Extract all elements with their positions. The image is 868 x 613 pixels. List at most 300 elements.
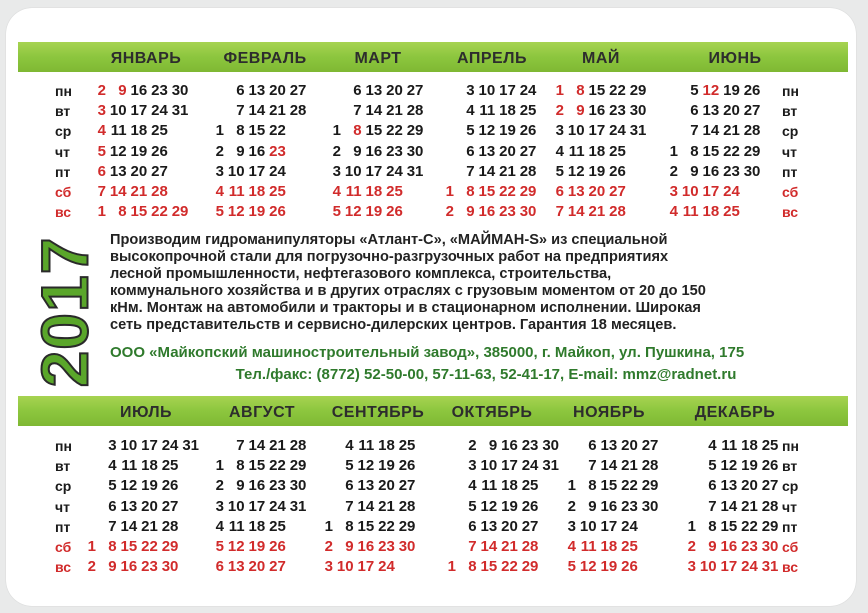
day-cell: 28 <box>609 203 626 221</box>
day-cell: 23 <box>378 538 395 555</box>
day-cell: 28 <box>289 437 307 454</box>
day-cell: 17 <box>248 162 266 180</box>
day-cell: 16 <box>120 558 138 576</box>
day-cell: 10 <box>109 102 127 120</box>
day-cell: 17 <box>141 437 158 454</box>
day-cell: 27 <box>521 517 539 535</box>
weekday-label: вс <box>782 559 799 576</box>
day-cell: 8 <box>108 538 117 555</box>
day-cell: 16 <box>130 82 148 99</box>
day-cell: 5 <box>690 82 699 99</box>
month-name: ИЮЛЬ <box>119 404 173 421</box>
day-cell: 20 <box>130 162 148 180</box>
day-cell: 27 <box>519 142 537 160</box>
day-cell: 13 <box>720 477 738 495</box>
day-cell: 14 <box>478 162 496 180</box>
day-cell: 22 <box>151 203 168 221</box>
day-cell: 17 <box>357 558 375 576</box>
day-cell: 10 <box>480 457 498 475</box>
day-cell: 21 <box>741 497 758 515</box>
day-cell: 24 <box>151 102 168 120</box>
day-cell: 31 <box>182 437 199 454</box>
day-cell: 15 <box>248 457 266 475</box>
day-cell: 24 <box>741 558 758 576</box>
day-cell: 10 <box>579 517 597 535</box>
day-cell: 27 <box>289 82 307 99</box>
day-cell: 19 <box>248 538 266 555</box>
day-cell: 18 <box>365 183 383 200</box>
day-cell: 4 <box>708 437 717 454</box>
day-cell: 9 <box>488 437 498 454</box>
day-cell: 14 <box>248 437 266 454</box>
day-cell: 22 <box>141 538 158 555</box>
month-name: ОКТЯБРЬ <box>451 404 533 421</box>
day-cell: 16 <box>248 142 266 160</box>
day-cell: 15 <box>720 517 738 535</box>
day-cell: 23 <box>609 102 626 120</box>
company-contacts <box>110 342 862 386</box>
day-cell: 14 <box>720 497 738 515</box>
weekday-label: пн <box>55 438 72 454</box>
day-cell: 28 <box>761 497 779 515</box>
day-cell: 23 <box>151 82 168 99</box>
day-cell: 2 <box>468 437 477 454</box>
day-cell: 21 <box>386 102 403 120</box>
day-cell: 19 <box>248 203 266 221</box>
day-cell: 15 <box>702 142 720 160</box>
weekday-label: чт <box>782 498 797 515</box>
day-cell: 7 <box>97 183 106 200</box>
day-cell: 29 <box>161 538 179 555</box>
day-cell: 9 <box>353 142 362 160</box>
day-cell: 14 <box>600 457 618 475</box>
day-cell: 4 <box>345 437 354 454</box>
day-cell: 9 <box>345 538 354 555</box>
day-cell: 4 <box>555 142 564 160</box>
day-cell: 18 <box>600 538 618 555</box>
day-cell: 24 <box>378 558 395 576</box>
day-cell: 25 <box>386 183 403 200</box>
weekday-label: вт <box>782 103 798 120</box>
day-cell: 1 <box>555 82 564 99</box>
day-cell: 8 <box>345 517 354 535</box>
day-cell: 25 <box>519 102 537 120</box>
day-cell: 18 <box>248 517 266 535</box>
day-cell: 22 <box>386 122 403 140</box>
day-cell: 29 <box>406 122 424 140</box>
day-cell: 13 <box>227 558 245 576</box>
day-cell: 7 <box>588 457 597 475</box>
day-cell: 12 <box>109 142 127 160</box>
day-cell: 5 <box>97 142 106 160</box>
day-cell: 10 <box>120 437 138 454</box>
day-cell: 1 <box>567 477 576 495</box>
day-cell: 13 <box>478 142 496 160</box>
day-cell: 22 <box>741 517 758 535</box>
day-cell: 10 <box>567 122 585 140</box>
day-cell: 8 <box>588 477 597 495</box>
day-cell: 31 <box>289 497 307 515</box>
day-cell: 30 <box>398 538 416 555</box>
day-cell: 26 <box>269 538 286 555</box>
day-cell: 9 <box>236 142 245 160</box>
day-cell: 24 <box>519 82 537 99</box>
day-cell: 23 <box>521 437 539 454</box>
company-description <box>110 232 862 334</box>
day-cell: 7 <box>353 102 362 120</box>
day-cell: 3 <box>215 497 224 515</box>
day-cell: 17 <box>248 497 266 515</box>
day-cell: 16 <box>501 437 518 454</box>
weekday-label: ср <box>55 478 72 495</box>
day-cell: 9 <box>690 162 699 180</box>
day-cell: 27 <box>161 497 179 515</box>
day-cell: 28 <box>151 183 168 200</box>
day-cell: 17 <box>588 122 606 140</box>
month-name: ИЮНЬ <box>708 50 762 67</box>
day-cell: 19 <box>499 122 516 140</box>
day-cell: 14 <box>480 538 498 555</box>
day-cell: 11 <box>121 457 138 475</box>
day-cell: 6 <box>466 142 475 160</box>
month-name: АПРЕЛЬ <box>457 50 527 67</box>
day-cell: 30 <box>519 203 537 221</box>
day-cell: 9 <box>576 102 585 120</box>
day-cell: 6 <box>708 477 717 495</box>
day-cell: 17 <box>365 162 383 180</box>
day-cell: 23 <box>141 558 158 576</box>
day-cell: 1 <box>447 558 456 576</box>
day-cell: 23 <box>723 162 740 180</box>
day-cell: 18 <box>501 477 518 495</box>
day-cell: 18 <box>141 457 158 475</box>
day-cell: 20 <box>501 517 518 535</box>
day-cell: 28 <box>519 162 537 180</box>
day-cell: 11 <box>358 437 375 454</box>
day-cell: 21 <box>269 437 286 454</box>
weekday-label: пн <box>782 438 799 454</box>
day-cell: 15 <box>365 122 383 140</box>
day-cell: 7 <box>236 437 245 454</box>
day-cell: 25 <box>621 538 638 555</box>
day-cell: 14 <box>567 203 585 221</box>
day-cell: 18 <box>588 142 606 160</box>
day-cell: 28 <box>289 102 307 120</box>
day-cell: 11 <box>721 437 738 454</box>
day-cell: 24 <box>521 457 539 475</box>
day-cell: 12 <box>120 477 138 495</box>
day-cell: 3 <box>108 437 117 454</box>
day-cell: 26 <box>161 477 179 495</box>
day-cell: 13 <box>109 162 127 180</box>
day-cell: 6 <box>236 82 245 99</box>
day-cell: 10 <box>478 82 496 99</box>
day-cell: 2 <box>567 497 576 515</box>
day-cell: 22 <box>499 183 516 200</box>
day-cell: 6 <box>97 162 106 180</box>
day-cell: 19 <box>141 477 158 495</box>
day-cell: 26 <box>621 558 638 576</box>
month-name: СЕНТЯБРЬ <box>331 404 425 421</box>
day-cell: 27 <box>151 162 168 180</box>
day-cell: 16 <box>600 497 618 515</box>
day-cell: 19 <box>723 82 740 99</box>
day-cell: 8 <box>708 517 717 535</box>
day-cell: 5 <box>468 497 477 515</box>
day-cell: 18 <box>378 437 395 454</box>
day-cell: 30 <box>289 477 307 495</box>
day-cell: 31 <box>171 102 189 120</box>
day-cell: 15 <box>600 477 618 495</box>
day-cell: 9 <box>466 203 475 221</box>
day-cell: 27 <box>761 477 779 495</box>
day-cell: 19 <box>588 162 606 180</box>
weekday-label: ср <box>55 123 72 140</box>
day-cell: 2 <box>687 538 696 555</box>
day-cell: 19 <box>378 457 395 475</box>
day-cell: 22 <box>723 142 740 160</box>
day-cell: 23 <box>741 538 758 555</box>
day-cell: 7 <box>555 203 564 221</box>
day-cell: 28 <box>398 497 416 515</box>
day-cell: 30 <box>171 82 189 99</box>
day-cell: 18 <box>741 437 758 454</box>
day-cell: 11 <box>568 142 585 160</box>
day-cell: 27 <box>398 477 416 495</box>
day-cell: 24 <box>269 497 286 515</box>
day-cell: 22 <box>609 82 626 99</box>
day-cell: 21 <box>499 162 516 180</box>
day-cell: 27 <box>269 558 286 576</box>
month-name: НОЯБРЬ <box>573 404 645 421</box>
day-cell: 2 <box>445 203 454 221</box>
description-line: высокопрочной стали для погрузочно-разгрузочных работ на предприятиях <box>110 249 669 265</box>
company-phone-email: Тел./факс: (8772) 52-50-00, 57-11-63, 52-41-17, E-mail: mmz@radnet.ru <box>235 366 737 383</box>
day-cell: 20 <box>248 558 266 576</box>
day-cell: 12 <box>720 457 738 475</box>
weekday-label: пт <box>55 518 71 535</box>
day-cell: 3 <box>555 122 564 140</box>
day-cell: 30 <box>542 437 559 454</box>
day-cell: 16 <box>478 203 496 221</box>
day-cell: 22 <box>269 457 286 475</box>
day-cell: 6 <box>690 102 699 120</box>
day-cell: 14 <box>120 517 138 535</box>
day-cell: 13 <box>702 102 720 120</box>
day-cell: 4 <box>108 457 117 475</box>
day-cell: 15 <box>130 203 148 221</box>
day-cell: 26 <box>386 203 403 221</box>
day-cell: 16 <box>588 102 606 120</box>
day-cell: 12 <box>344 203 362 221</box>
day-cell: 15 <box>588 82 606 99</box>
day-cell: 14 <box>702 122 720 140</box>
day-cell: 6 <box>555 183 564 200</box>
weekday-label: ср <box>782 123 799 140</box>
day-cell: 29 <box>171 203 189 221</box>
day-cell: 4 <box>669 203 678 221</box>
day-cell: 27 <box>641 437 659 454</box>
day-cell: 21 <box>588 203 606 221</box>
day-cell: 12 <box>478 122 496 140</box>
day-cell: 27 <box>406 82 424 99</box>
day-cell: 9 <box>236 477 245 495</box>
weekday-label: вс <box>55 204 72 221</box>
weekday-label: вт <box>55 103 71 120</box>
day-cell: 12 <box>579 558 597 576</box>
day-cell: 21 <box>141 517 158 535</box>
day-cell: 20 <box>499 142 516 160</box>
day-cell: 16 <box>702 162 720 180</box>
day-cell: 19 <box>600 558 618 576</box>
day-cell: 6 <box>588 437 597 454</box>
day-cell: 7 <box>108 517 117 535</box>
day-cell: 8 <box>576 82 585 99</box>
day-cell: 17 <box>499 82 516 99</box>
day-cell: 1 <box>332 122 341 140</box>
month-name: АВГУСТ <box>228 404 296 421</box>
day-cell: 20 <box>269 82 286 99</box>
day-cell: 25 <box>269 517 286 535</box>
day-cell: 25 <box>761 437 779 454</box>
day-cell: 30 <box>641 497 659 515</box>
month-name: МАРТ <box>354 50 402 67</box>
day-cell: 15 <box>120 538 138 555</box>
day-cell: 12 <box>567 162 585 180</box>
weekday-label: вс <box>782 204 799 221</box>
day-cell: 25 <box>609 142 626 160</box>
day-cell: 23 <box>269 142 286 160</box>
day-cell: 22 <box>501 558 518 576</box>
weekday-label: чт <box>782 143 797 160</box>
day-cell: 22 <box>621 477 638 495</box>
description-line: лесной промышленности, нефтегазового комплекса, строительства, <box>110 266 612 282</box>
day-cell: 12 <box>702 82 720 99</box>
day-cell: 6 <box>353 82 362 99</box>
day-cell: 24 <box>621 517 638 535</box>
day-cell: 16 <box>248 477 266 495</box>
day-cell: 18 <box>130 122 148 140</box>
weekday-label: сб <box>55 539 72 555</box>
company-address: ООО «Майкопский машиностроительный завод», 385000, г. Майкоп, ул. Пушкина, 175 <box>110 344 745 361</box>
day-cell: 1 <box>669 142 678 160</box>
day-cell: 21 <box>130 183 148 200</box>
day-cell: 3 <box>669 183 678 200</box>
day-cell: 2 <box>555 102 564 120</box>
day-cell: 26 <box>609 162 626 180</box>
day-cell: 18 <box>248 183 266 200</box>
day-cell: 9 <box>708 538 717 555</box>
weekday-label: сб <box>55 184 72 200</box>
day-cell: 1 <box>324 517 333 535</box>
weekday-label: вт <box>782 458 798 475</box>
weekday-label: пт <box>782 518 798 535</box>
day-cell: 20 <box>588 183 606 200</box>
day-cell: 6 <box>108 497 117 515</box>
day-cell: 7 <box>466 162 475 180</box>
day-cell: 25 <box>521 477 539 495</box>
day-cell: 5 <box>567 558 576 576</box>
day-cell: 11 <box>481 477 498 495</box>
day-cell: 22 <box>378 517 395 535</box>
day-cell: 30 <box>629 102 647 120</box>
day-cell: 14 <box>109 183 127 200</box>
day-cell: 7 <box>236 102 245 120</box>
day-cell: 15 <box>478 183 496 200</box>
day-cell: 5 <box>215 538 224 555</box>
day-cell: 28 <box>406 102 424 120</box>
day-cell: 8 <box>236 457 245 475</box>
day-cell: 1 <box>445 183 454 200</box>
day-cell: 25 <box>398 437 416 454</box>
weekday-label: чт <box>55 498 70 515</box>
day-cell: 10 <box>681 183 699 200</box>
day-cell: 29 <box>521 558 539 576</box>
day-cell: 1 <box>97 203 106 221</box>
day-cell: 26 <box>151 142 168 160</box>
day-cell: 29 <box>761 517 779 535</box>
day-cell: 10 <box>344 162 362 180</box>
day-cell: 2 <box>87 558 96 576</box>
day-cell: 19 <box>365 203 383 221</box>
month-name: МАЙ <box>582 50 620 67</box>
day-cell: 10 <box>699 558 717 576</box>
day-cell: 20 <box>141 497 158 515</box>
description-line: Производим гидроманипуляторы «Атлант-С», «МАЙМАН-S» из специальной <box>110 232 668 248</box>
day-cell: 26 <box>398 457 416 475</box>
day-cell: 8 <box>236 122 245 140</box>
day-cell: 29 <box>398 517 416 535</box>
day-cell: 5 <box>708 457 717 475</box>
day-cell: 30 <box>743 162 761 180</box>
day-cell: 3 <box>215 162 224 180</box>
day-cell: 1 <box>87 538 96 555</box>
weekday-label: вт <box>55 458 71 475</box>
day-cell: 4 <box>97 122 106 140</box>
day-cell: 27 <box>609 183 626 200</box>
day-cell: 10 <box>336 558 354 576</box>
day-cell: 2 <box>215 142 224 160</box>
day-cell: 7 <box>468 538 477 555</box>
day-cell: 6 <box>215 558 224 576</box>
day-cell: 30 <box>761 538 779 555</box>
day-cell: 29 <box>519 183 537 200</box>
day-cell: 24 <box>609 122 626 140</box>
month-name: ЯНВАРЬ <box>110 50 182 67</box>
day-cell: 12 <box>357 457 375 475</box>
weekday-label: чт <box>55 143 70 160</box>
day-cell: 2 <box>97 82 106 99</box>
day-cell: 7 <box>690 122 699 140</box>
day-cell: 7 <box>345 497 354 515</box>
day-cell: 28 <box>743 122 761 140</box>
day-cell: 13 <box>480 517 498 535</box>
day-cell: 24 <box>161 437 179 454</box>
day-cell: 1 <box>215 457 224 475</box>
day-cell: 30 <box>406 142 424 160</box>
day-cell: 21 <box>621 457 638 475</box>
weekday-label: ср <box>782 478 799 495</box>
day-cell: 3 <box>567 517 576 535</box>
day-cell: 29 <box>641 477 659 495</box>
day-cell: 31 <box>629 122 647 140</box>
day-cell: 13 <box>120 497 138 515</box>
day-cell: 22 <box>269 122 286 140</box>
day-cell: 28 <box>641 457 659 475</box>
day-cell: 29 <box>743 142 761 160</box>
weekday-label: сб <box>782 539 799 555</box>
day-cell: 5 <box>555 162 564 180</box>
